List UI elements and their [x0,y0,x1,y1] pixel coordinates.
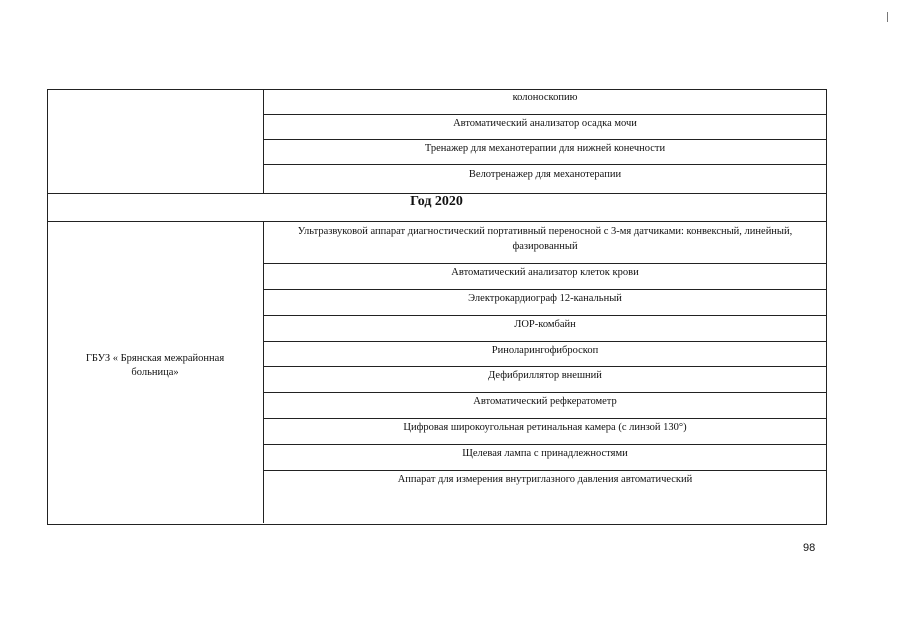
equipment-cell: Риноларингофиброскоп [491,345,599,356]
row-divider [263,114,826,115]
row-divider [263,341,826,342]
year-heading: Год 2020 [410,194,463,209]
equipment-cell: Дефибриллятор внешний [488,370,602,381]
equipment-cell: Цифровая широкоугольная ретинальная камера (с линзой 130°) [403,422,687,433]
equipment-cell: Автоматический рефкератометр [473,396,617,407]
page-number: 98 [803,542,816,554]
equipment-cell: Аппарат для измерения внутриглазного давления автоматический [397,474,693,485]
equipment-cell: Щелевая лампа с принадлежностями [462,448,628,459]
organization-name: ГБУЗ « Брянская межрайонная больница» [85,353,225,378]
row-divider [263,315,826,316]
equipment-cell: Тренажер для механотерапии для нижней конечности [424,143,666,154]
equipment-cell: ЛОР-комбайн [514,319,576,330]
row-divider [263,289,826,290]
row-divider [263,418,826,419]
row-divider [263,139,826,140]
row-divider [263,470,826,471]
row-divider [263,444,826,445]
row-divider [263,392,826,393]
equipment-cell: Велотренажер для механотерапии [468,169,622,180]
equipment-cell: Автоматический анализатор осадка мочи [453,118,637,129]
equipment-cell: Ультразвуковой аппарат диагностический портативный переносной с 3-мя датчиками: конвексный, линейный, фазированный [297,226,793,252]
scan-mark [887,12,888,22]
year-row-bottom [47,221,826,222]
equipment-cell: Автоматический анализатор клеток крови [451,267,639,278]
row-divider [263,366,826,367]
equipment-cell: Электрокардиограф 12-канальный [468,293,622,304]
equipment-cell: колоноскопию [512,92,578,103]
row-divider [263,164,826,165]
row-divider [263,263,826,264]
